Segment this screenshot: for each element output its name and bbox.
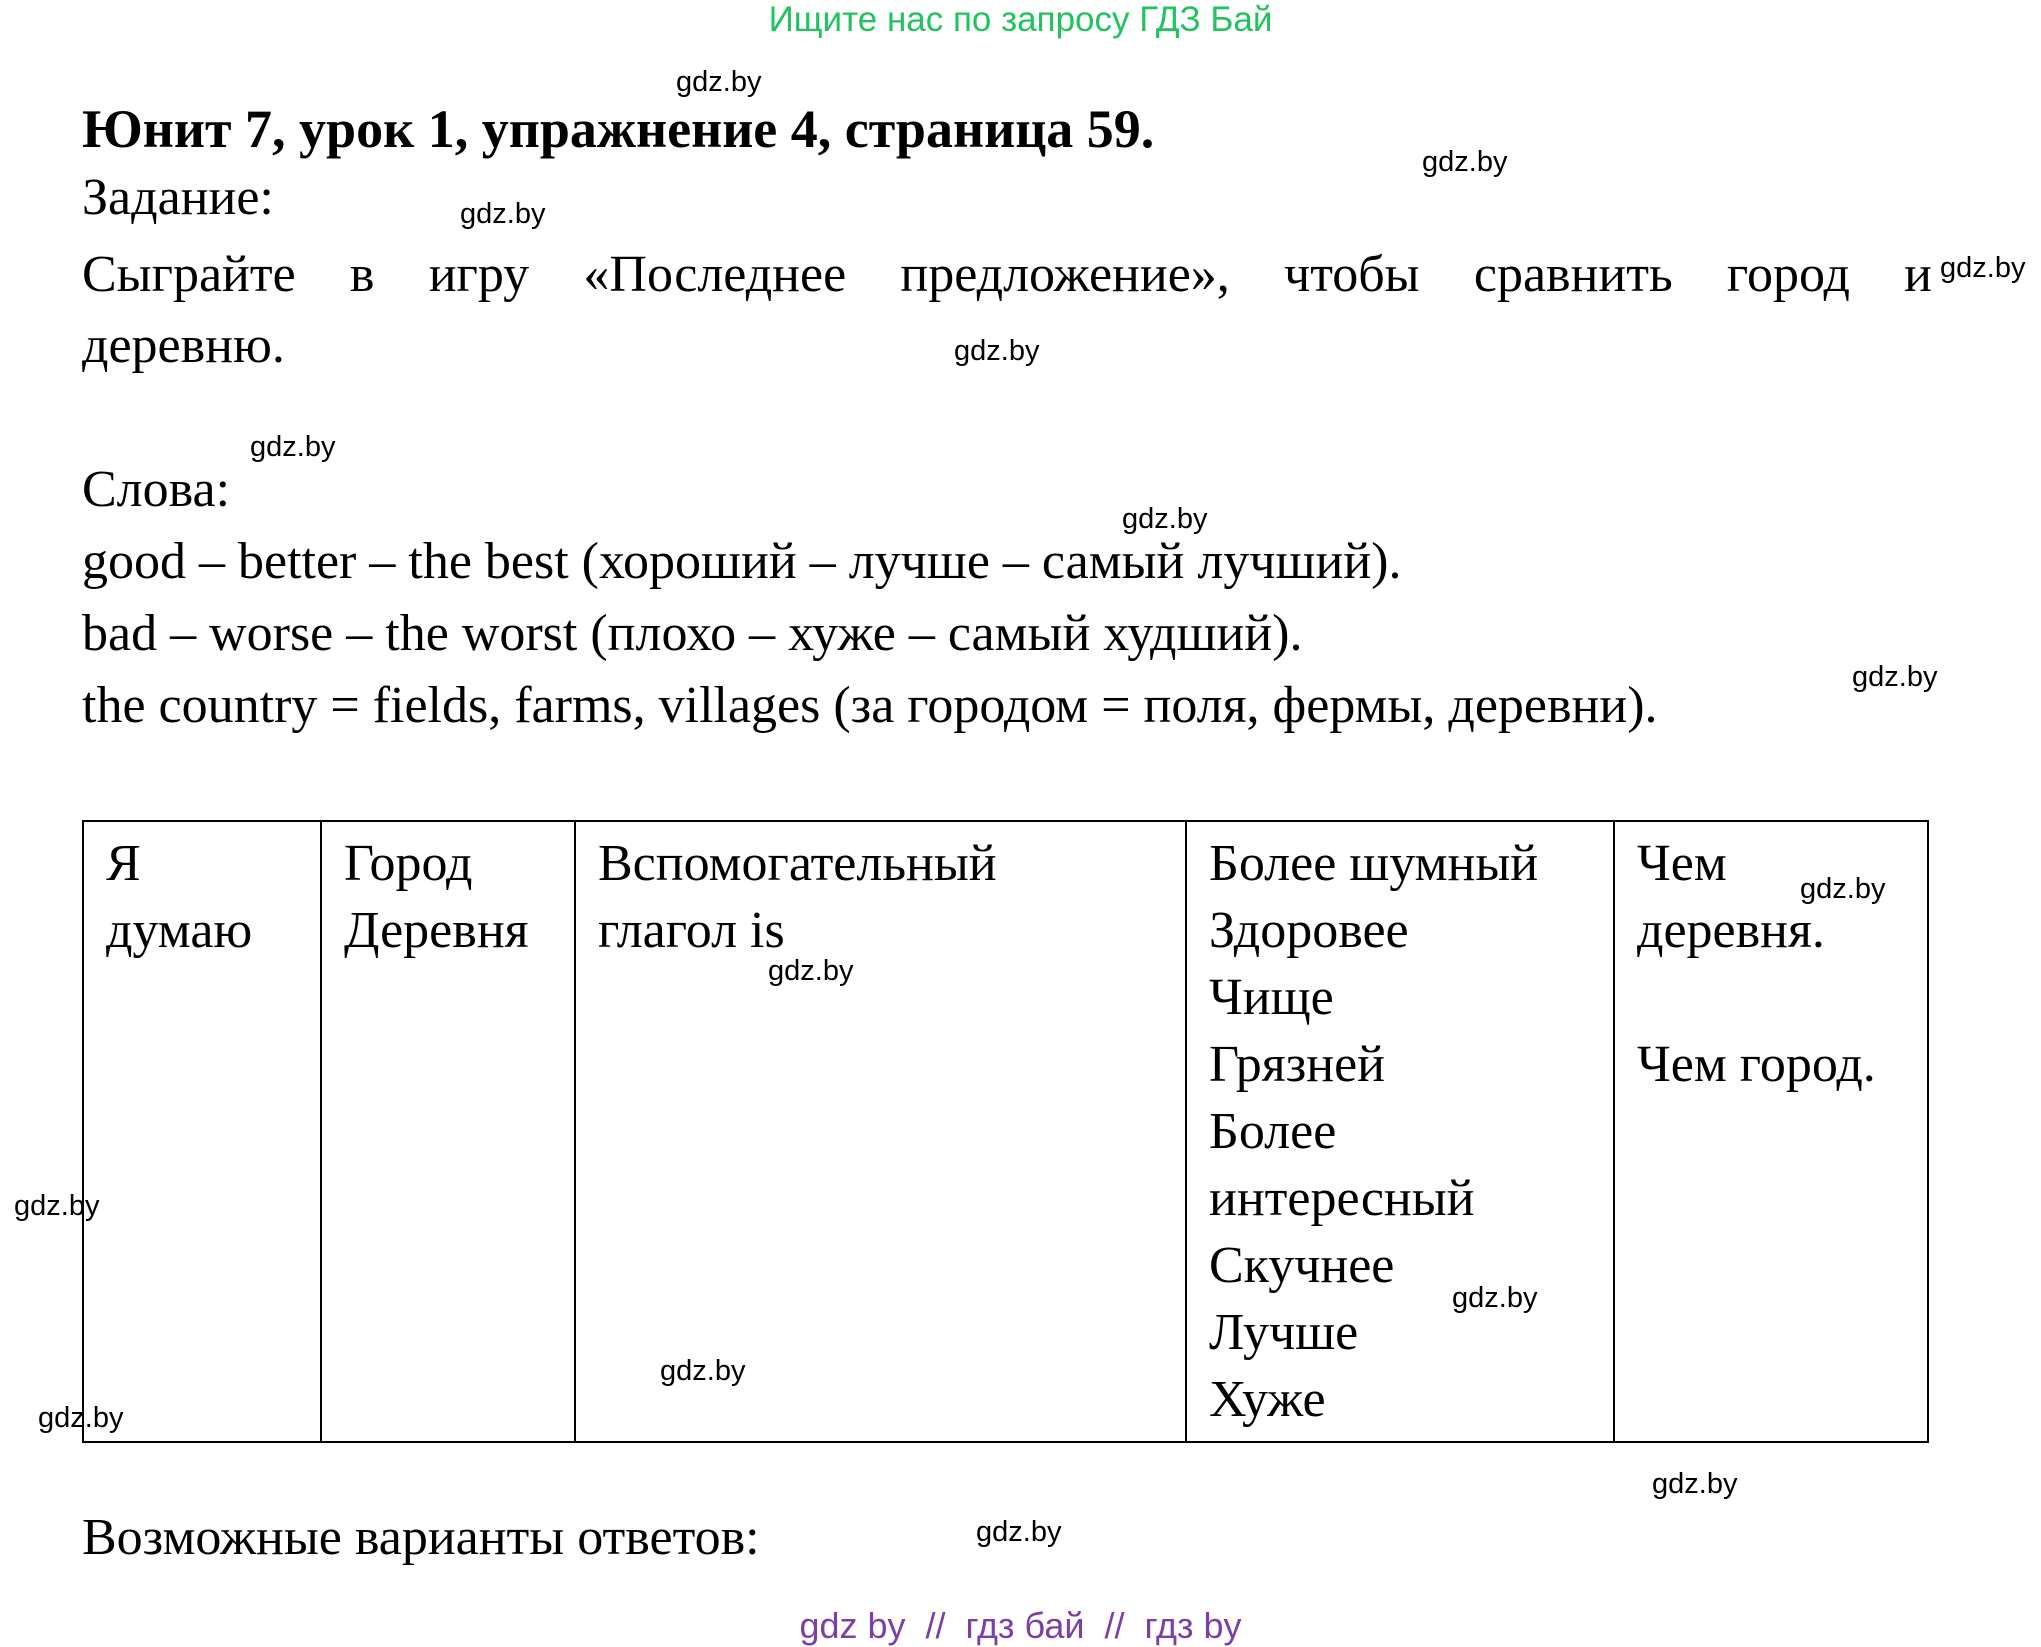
word-line-good: good – better – the best (хороший – лучше – самый лучший). xyxy=(82,533,1402,590)
watermark: gdz.by xyxy=(1422,146,1508,178)
table-cell-subject xyxy=(83,821,321,1442)
cell-line: Более xyxy=(1209,1103,1337,1160)
watermark: gdz.by xyxy=(768,955,854,987)
cell-line: Хуже xyxy=(1209,1371,1326,1428)
phrase-table xyxy=(82,820,1929,1443)
watermark: gdz.by xyxy=(660,1355,746,1387)
cell-line: думаю xyxy=(106,902,253,959)
cell-line: деревня. xyxy=(1637,902,1825,959)
cell-line: Здоровее xyxy=(1209,902,1409,959)
watermark: gdz.by xyxy=(38,1402,124,1434)
cell-line: Деревня xyxy=(344,902,529,959)
table-row xyxy=(83,821,1928,1442)
watermark: gdz.by xyxy=(1800,873,1886,905)
table-cell-than xyxy=(1614,821,1928,1442)
watermark: gdz.by xyxy=(14,1190,100,1222)
cell-line: Город xyxy=(344,835,473,892)
task-text-line-1: Сыграйте в игру «Последнее предложение», чтобы сравнить город и xyxy=(82,246,1932,303)
watermark: gdz.by xyxy=(460,198,546,230)
cell-line: Чем город. xyxy=(1637,1036,1876,1093)
page-title: Юнит 7, урок 1, упражнение 4, страница 59. xyxy=(82,99,1155,159)
watermark: gdz.by xyxy=(1652,1468,1738,1500)
watermark: gdz.by xyxy=(976,1516,1062,1548)
table-cell-comparatives xyxy=(1186,821,1614,1442)
cell-line: Лучше xyxy=(1209,1304,1359,1361)
top-banner[interactable]: Ищите нас по запросу ГДЗ Бай xyxy=(768,0,1273,39)
watermark: gdz.by xyxy=(676,66,762,98)
watermark: gdz.by xyxy=(1122,503,1208,535)
watermark: gdz.by xyxy=(250,431,336,463)
cell-line: Грязней xyxy=(1209,1036,1385,1093)
footer-links[interactable]: gdz by // гдз бай // гдз by xyxy=(799,1605,1242,1646)
cell-line: Чище xyxy=(1209,969,1334,1026)
watermark: gdz.by xyxy=(1852,661,1938,693)
table-cell-place xyxy=(321,821,575,1442)
cell-line: Я xyxy=(106,835,141,892)
task-text-line-2: деревню. xyxy=(82,317,285,374)
cell-line: Более шумный xyxy=(1209,835,1539,892)
cell-line: Скучнее xyxy=(1209,1237,1395,1294)
cell-spacer xyxy=(1637,964,1905,1031)
cell-line: глагол is xyxy=(598,902,785,959)
word-line-bad: bad – worse – the worst (плохо – хуже – самый худший). xyxy=(82,605,1303,662)
watermark: gdz.by xyxy=(1940,252,2026,284)
watermark: gdz.by xyxy=(1452,1282,1538,1314)
words-label: Слова: xyxy=(82,461,231,518)
cell-line: Вспомогательный xyxy=(598,835,997,892)
word-line-country: the country = fields, farms, villages (за городом = поля, фермы, деревни). xyxy=(82,677,1658,734)
answers-label: Возможные варианты ответов: xyxy=(82,1509,760,1566)
watermark: gdz.by xyxy=(954,335,1040,367)
cell-line: интересный xyxy=(1209,1170,1475,1227)
task-label: Задание: xyxy=(82,169,274,226)
cell-line: Чем xyxy=(1637,835,1727,892)
table-cell-verb xyxy=(575,821,1186,1442)
